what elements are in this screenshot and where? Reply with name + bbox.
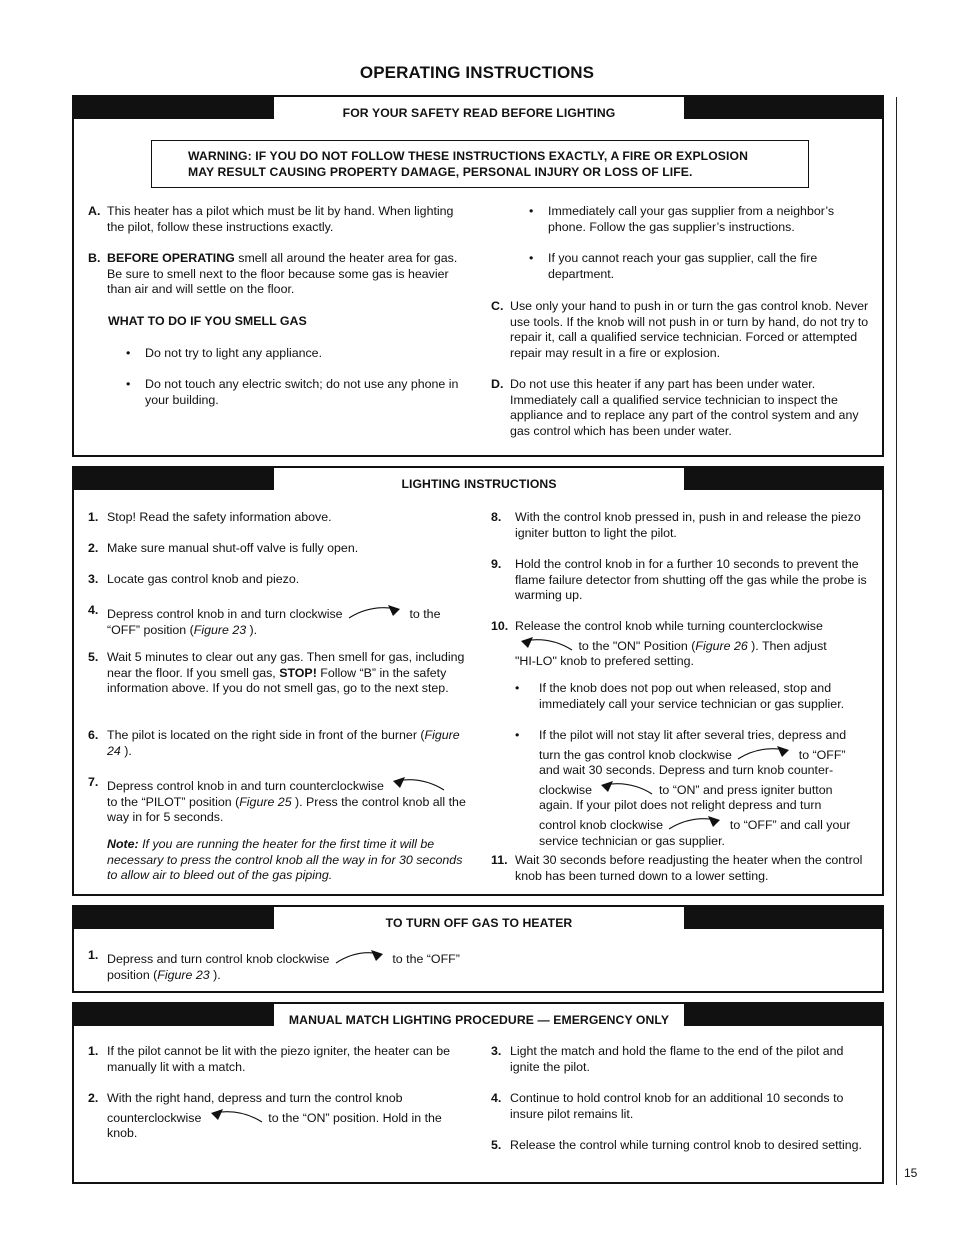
clockwise-arrow-icon	[666, 814, 726, 832]
step-text: Wait 5 minutes to clear out any gas. Then smell for gas, including near the floor. If you smell gas, STOP! Follow “B” in the safety information above. If you do not smell gas, go to the next step.	[107, 650, 465, 696]
item-text: This heater has a pilot which must be lit by hand. When lighting the pilot, follow these instructions exactly.	[107, 204, 454, 234]
clockwise-arrow-icon	[735, 744, 795, 762]
manual-step-4	[491, 1091, 871, 1122]
bullet-text: If the pilot will not stay lit after several tries, depress and turn the gas control knob clockwise to “OFF” and wait 30 seconds. Depress and turn knob counter- clockwise to “ON” and press igniter button again. If your pilot does not relight depress and turn control knob clockwise to “OFF” and call your service technician or gas supplier.	[539, 728, 851, 848]
bullet-dot: •	[126, 346, 131, 360]
step-number: 2.	[88, 1091, 99, 1105]
safety-item-a	[88, 204, 466, 235]
smell-gas-heading: WHAT TO DO IF YOU SMELL GAS	[108, 314, 307, 328]
bullet-dot: •	[529, 251, 534, 265]
step-number: 5.	[88, 650, 99, 664]
item-label: B.	[88, 251, 101, 265]
lighting-bullet-1	[515, 681, 871, 712]
clockwise-arrow-icon	[333, 948, 389, 966]
bullet-text: Do not touch any electric switch; do not use any phone in your building.	[145, 377, 459, 407]
safety-section	[72, 95, 884, 457]
section-header: TO TURN OFF GAS TO HEATER	[274, 907, 684, 929]
lighting-step-6	[88, 728, 466, 759]
step-number: 4.	[491, 1091, 502, 1105]
manual-step-3	[491, 1044, 871, 1075]
counterclockwise-arrow-icon	[515, 635, 575, 653]
lighting-step-3	[88, 572, 466, 588]
smell-bullet-1	[126, 346, 466, 362]
lighting-step-7	[88, 775, 466, 826]
step-number: 10.	[491, 619, 509, 633]
step-number: 1.	[88, 948, 99, 962]
step-text: Depress and turn control knob clockwise to the “OFF” position (Figure 23 ).	[107, 948, 466, 983]
step-number: 1.	[88, 1044, 99, 1058]
turn-off-section	[72, 905, 884, 993]
item-label: D.	[491, 377, 504, 391]
item-text: Use only your hand to push in or turn the gas control knob. Never use tools. If the knob will not push in or turn by hand, do not try to repair it, call a qualified service technician. Forced or attempted repair may result in a fire or explosion.	[510, 299, 869, 360]
bullet-dot: •	[126, 377, 131, 391]
step-number: 6.	[88, 728, 99, 742]
manual-step-2	[88, 1091, 466, 1142]
step-text: Light the match and hold the flame to the end of the pilot and ignite the pilot.	[510, 1044, 844, 1074]
lighting-note	[88, 837, 466, 884]
step-number: 3.	[491, 1044, 502, 1058]
manual-step-5	[491, 1138, 871, 1154]
section-header-bar	[74, 97, 882, 119]
step-text: With the right hand, depress and turn the control knob counterclockwise to the “ON” position. Hold in the knob.	[107, 1091, 442, 1141]
step-text: Make sure manual shut-off valve is fully open.	[107, 541, 359, 555]
lighting-step-9	[491, 557, 871, 604]
step-text: Depress control knob in and turn clockwise to the “OFF” position (Figure 23 ).	[107, 603, 466, 638]
item-text: Do not use this heater if any part has been under water. Immediately call a qualified service technician to inspect the appliance and to replace any part of the control system and any gas control which has been under water.	[510, 377, 859, 438]
bullet-text: If you cannot reach your gas supplier, call the fire department.	[548, 251, 818, 281]
step-number: 8.	[491, 510, 502, 524]
step-text: Continue to hold control knob for an additional 10 seconds to insure pilot remains lit.	[510, 1091, 844, 1121]
step-text: Hold the control knob in for a further 10 seconds to prevent the flame failure detector from shutting off the gas while the probe is warming up.	[515, 557, 867, 603]
lighting-step-8	[491, 510, 871, 541]
lighting-step-4	[88, 603, 466, 638]
safety-item-c	[491, 299, 871, 361]
item-label: C.	[491, 299, 504, 313]
counterclockwise-arrow-icon	[595, 779, 655, 797]
step-number: 9.	[491, 557, 502, 571]
smell-bullet-2	[126, 377, 466, 408]
lighting-step-2	[88, 541, 466, 557]
step-text: Release the control while turning control knob to desired setting.	[510, 1138, 862, 1152]
bullet-dot: •	[529, 204, 534, 218]
step-number: 7.	[88, 775, 99, 789]
safety-item-b	[88, 251, 466, 298]
turn-off-step-1	[88, 948, 466, 983]
bullet-dot: •	[515, 728, 520, 742]
step-number: 3.	[88, 572, 99, 586]
section-header: FOR YOUR SAFETY READ BEFORE LIGHTING	[274, 97, 684, 119]
lighting-section	[72, 466, 884, 896]
lighting-step-10	[491, 619, 871, 670]
step-number: 5.	[491, 1138, 502, 1152]
warning-box: WARNING: IF YOU DO NOT FOLLOW THESE INSTRUCTIONS EXACTLY, A FIRE OR EXPLOSION MAY RESULT CAUSING PROPERTY DAMAGE, PERSONAL INJURY OR LOSS OF LIFE.	[151, 140, 809, 188]
step-text: Depress control knob in and turn counterclockwise to the “PILOT” position (Figure 25 ). Press the control knob all the way in for 5 seconds.	[107, 775, 466, 826]
counterclockwise-arrow-icon	[387, 775, 447, 793]
step-text: Locate gas control knob and piezo.	[107, 572, 300, 586]
clockwise-arrow-icon	[346, 603, 406, 621]
manual-match-section	[72, 1002, 884, 1184]
section-header-bar	[74, 907, 882, 929]
step-text: If the pilot cannot be lit with the piezo igniter, the heater can be manually lit with a match.	[107, 1044, 451, 1074]
section-header-bar	[74, 468, 882, 490]
manual-step-1	[88, 1044, 466, 1075]
item-text: BEFORE OPERATING smell all around the heater area for gas. Be sure to smell next to the floor because some gas is heavier than air and will settle on the floor.	[107, 251, 458, 297]
step-number: 4.	[88, 603, 99, 617]
page-title: OPERATING INSTRUCTIONS	[359, 63, 595, 82]
step-text: With the control knob pressed in, push in and release the piezo igniter button to light the pilot.	[515, 510, 861, 540]
step-number: 11.	[491, 853, 508, 867]
note-text: Note: If you are running the heater for the first time it will be necessary to press the control knob all the way in for 30 seconds to allow air to bleed out of the gas piping.	[107, 837, 463, 883]
bullet-text: Do not try to light any appliance.	[145, 346, 323, 360]
side-rule	[896, 97, 897, 1185]
item-label: A.	[88, 204, 101, 218]
lighting-step-11	[491, 853, 871, 884]
lighting-step-5	[88, 650, 466, 697]
bullet-text: Immediately call your gas supplier from a neighbor’s phone. Follow the gas supplier’s instructions.	[548, 204, 835, 234]
bullet-dot: •	[515, 681, 520, 695]
step-text: Stop! Read the safety information above.	[107, 510, 332, 524]
bullet-text: If the knob does not pop out when released, stop and immediately call your service technician or gas supplier.	[539, 681, 845, 711]
smell-bullet-3	[529, 204, 871, 235]
section-header: LIGHTING INSTRUCTIONS	[274, 468, 684, 490]
step-text: The pilot is located on the right side in front of the burner (Figure 24 ).	[107, 728, 460, 758]
counterclockwise-arrow-icon	[205, 1107, 265, 1125]
step-number: 1.	[88, 510, 99, 524]
step-text: Wait 30 seconds before readjusting the heater when the control knob has been turned down to a lower setting.	[515, 853, 863, 883]
section-header-bar	[74, 1004, 882, 1026]
safety-item-d	[491, 377, 871, 439]
step-number: 2.	[88, 541, 99, 555]
lighting-bullet-2	[515, 728, 871, 849]
section-header: MANUAL MATCH LIGHTING PROCEDURE — EMERGENCY ONLY	[274, 1004, 684, 1026]
page-number: 15	[904, 1166, 918, 1180]
smell-bullet-4	[529, 251, 871, 282]
step-text: Release the control knob while turning counterclockwise to the "ON" Position (Figure 26 ). Then adjust "HI-LO" knob to prefered setting.	[515, 619, 827, 669]
lighting-step-1	[88, 510, 466, 526]
